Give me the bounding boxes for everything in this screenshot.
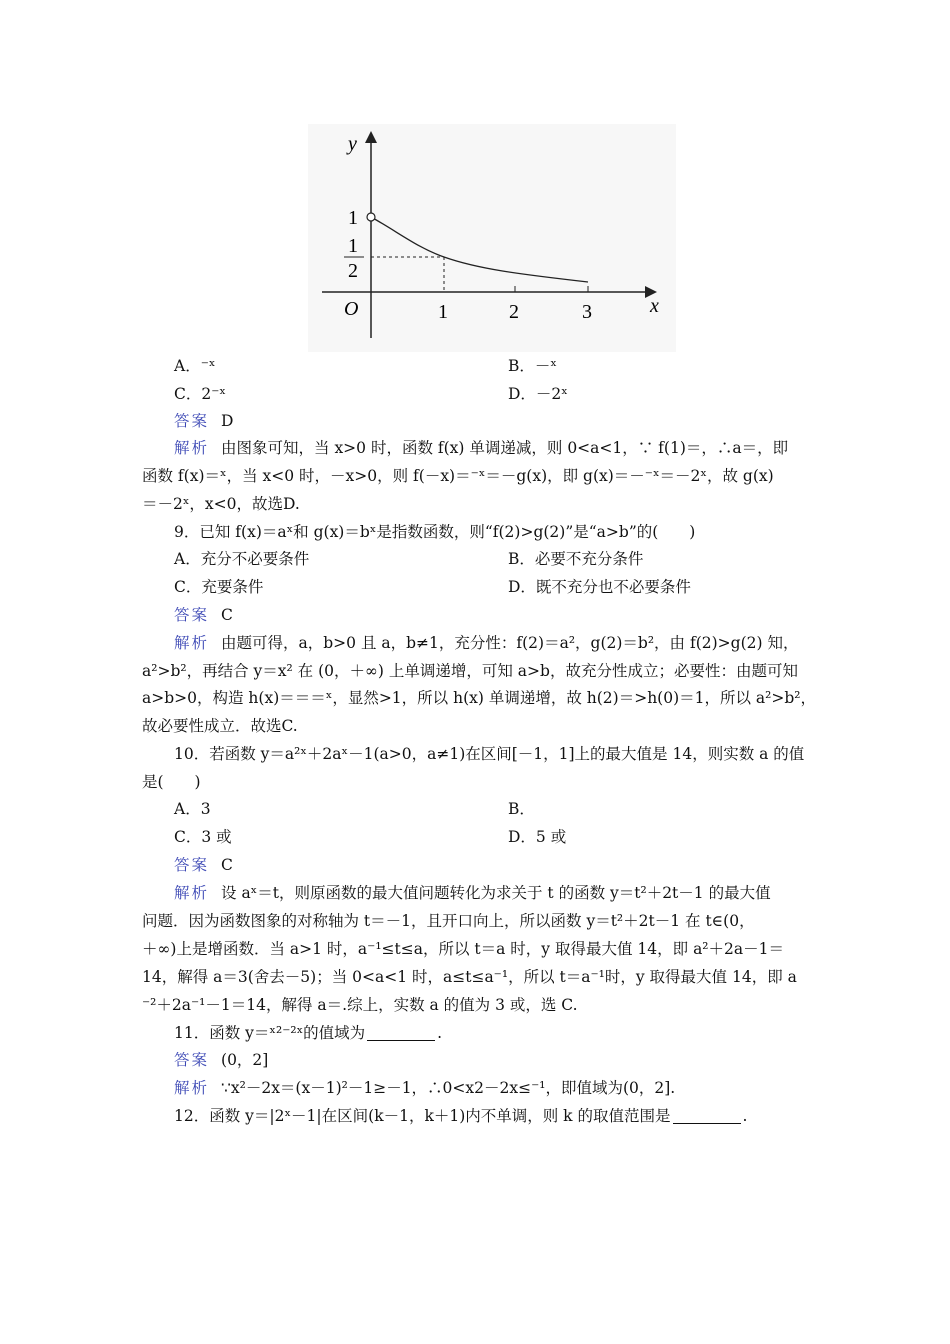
q10-analysis-5: ⁻²＋2a⁻¹－1＝14，解得 a＝.综上，实数 a 的值为 3 或，选 C. — [142, 996, 578, 1014]
q9-analysis-4: 故必要性成立．故选C. — [142, 717, 298, 735]
q8-option-d: D．－2ˣ — [508, 385, 568, 403]
q10-option-d: D．5 或 — [508, 828, 567, 846]
y-tick-half-den: 2 — [348, 260, 358, 282]
q9-analysis-3: a>b>0，构造 h(x)＝＝＝ˣ，显然>1，所以 h(x) 单调递增，故 h(2)＝>h(0)＝1，所以 a²>b²， — [142, 689, 816, 707]
answer-value: C — [221, 606, 233, 624]
answer-value: D — [221, 412, 234, 430]
q11-stem-text: 11．函数 y＝ˣ²⁻²ˣ的值域为 — [174, 1024, 366, 1042]
curve — [371, 217, 588, 282]
origin-label: O — [344, 298, 359, 320]
q10-stem-1: 10．若函数 y＝a²ˣ＋2aˣ－1(a>0，a≠1)在区间[－1，1]上的最大值是 14，则实数 a 的值 — [174, 745, 805, 763]
q8-answer — [174, 407, 233, 435]
answer-label: 答案 — [174, 412, 210, 430]
q9-analysis-1 — [174, 629, 798, 657]
q11-stem-end: . — [437, 1024, 443, 1042]
q9-analysis-2: a²>b²，再结合 y＝x² 在 (0，＋∞) 上单调递增，可知 a>b，故充分性成立；必要性：由题可知 — [142, 662, 798, 680]
answer-value: C — [221, 856, 233, 874]
q10-option-b: B． — [508, 800, 535, 818]
y-axis-label: y — [348, 133, 357, 155]
analysis-text: 由题可得，a，b>0 且 a，b≠1，充分性：f(2)＝a²，g(2)＝b²，由 f(2)>g(2) 知， — [221, 634, 799, 652]
analysis-label: 解析 — [174, 884, 210, 902]
analysis-label: 解析 — [174, 634, 210, 652]
q8-option-a: A．⁻ˣ — [174, 357, 216, 375]
q10-analysis-2: 问题．因为函数图象的对称轴为 t＝－1，且开口向上，所以函数 y＝t²＋2t－1 在 t∈(0， — [142, 912, 755, 930]
q9-stem: 9．已知 f(x)＝aˣ和 g(x)＝bˣ是指数函数，则“f(2)>g(2)”是“a>b”的( ) — [174, 523, 696, 541]
analysis-text: 设 aˣ＝t，则原函数的最大值问题转化为求关于 t 的函数 y＝t²＋2t－1 的最大值 — [221, 884, 771, 902]
q11-answer — [174, 1046, 268, 1074]
q11-stem — [174, 1019, 442, 1047]
q8-option-c: C．2⁻ˣ — [174, 385, 226, 403]
q10-analysis-4: 14，解得 a＝3(舍去－5)；当 0<a<1 时，a≤t≤a⁻¹，所以 t＝a⁻¹时，y 取得最大值 14，即 a — [142, 968, 797, 986]
analysis-text: ∵x²－2x＝(x－1)²－1≥－1，∴0<x2－2x≤⁻¹，即值域为(0，2]. — [221, 1079, 676, 1097]
q10-answer — [174, 851, 233, 879]
q10-option-a: A．3 — [174, 800, 211, 818]
function-graph — [308, 124, 676, 352]
y-tick-half-num: 1 — [348, 235, 358, 257]
q8-option-b: B．－ˣ — [508, 357, 557, 375]
q9-option-c: C．充要条件 — [174, 578, 264, 596]
q9-answer — [174, 601, 233, 629]
q9-option-d: D．既不充分也不必要条件 — [508, 578, 691, 596]
q8-analysis-2: 函数 f(x)＝ˣ，当 x<0 时，－x>0，则 f(－x)＝⁻ˣ＝－g(x)，即 g(x)＝－⁻ˣ＝－2ˣ，故 g(x) — [142, 467, 774, 485]
x-tick-3: 3 — [582, 301, 592, 323]
answer-blank[interactable] — [367, 1024, 435, 1041]
q8-analysis-3: ＝－2ˣ，x<0，故选D. — [142, 495, 300, 513]
analysis-text: 由图象可知，当 x>0 时，函数 f(x) 单调递减，则 0<a<1，∵ f(1)＝，∴a＝，即 — [221, 439, 789, 457]
q9-option-a: A．充分不必要条件 — [174, 550, 310, 568]
x-axis-label: x — [650, 295, 659, 317]
y-tick-one: 1 — [348, 207, 358, 229]
q10-analysis-3: ＋∞)上是增函数．当 a>1 时，a⁻¹≤t≤a，所以 t＝a 时，y 取得最大值 14，即 a²＋2a－1＝ — [142, 940, 784, 958]
q10-analysis-1 — [174, 879, 771, 907]
answer-value: (0，2] — [221, 1051, 269, 1069]
q10-stem-2: 是( ) — [142, 773, 201, 791]
x-tick-2: 2 — [509, 301, 519, 323]
open-circle — [367, 213, 375, 221]
analysis-label: 解析 — [174, 1079, 210, 1097]
q12-stem-end: . — [742, 1107, 748, 1125]
q12-stem — [174, 1102, 747, 1130]
answer-label: 答案 — [174, 1051, 210, 1069]
x-tick-1: 1 — [438, 301, 448, 323]
answer-blank[interactable] — [673, 1107, 741, 1124]
graph-svg — [308, 124, 676, 352]
q11-analysis — [174, 1074, 675, 1102]
analysis-label: 解析 — [174, 439, 210, 457]
q12-stem-text: 12．函数 y＝|2ˣ－1|在区间(k－1，k＋1)内不单调，则 k 的取值范围是 — [174, 1107, 671, 1125]
answer-label: 答案 — [174, 856, 210, 874]
q10-option-c: C．3 或 — [174, 828, 232, 846]
q8-analysis-1 — [174, 434, 788, 462]
answer-label: 答案 — [174, 606, 210, 624]
q9-option-b: B．必要不充分条件 — [508, 550, 644, 568]
